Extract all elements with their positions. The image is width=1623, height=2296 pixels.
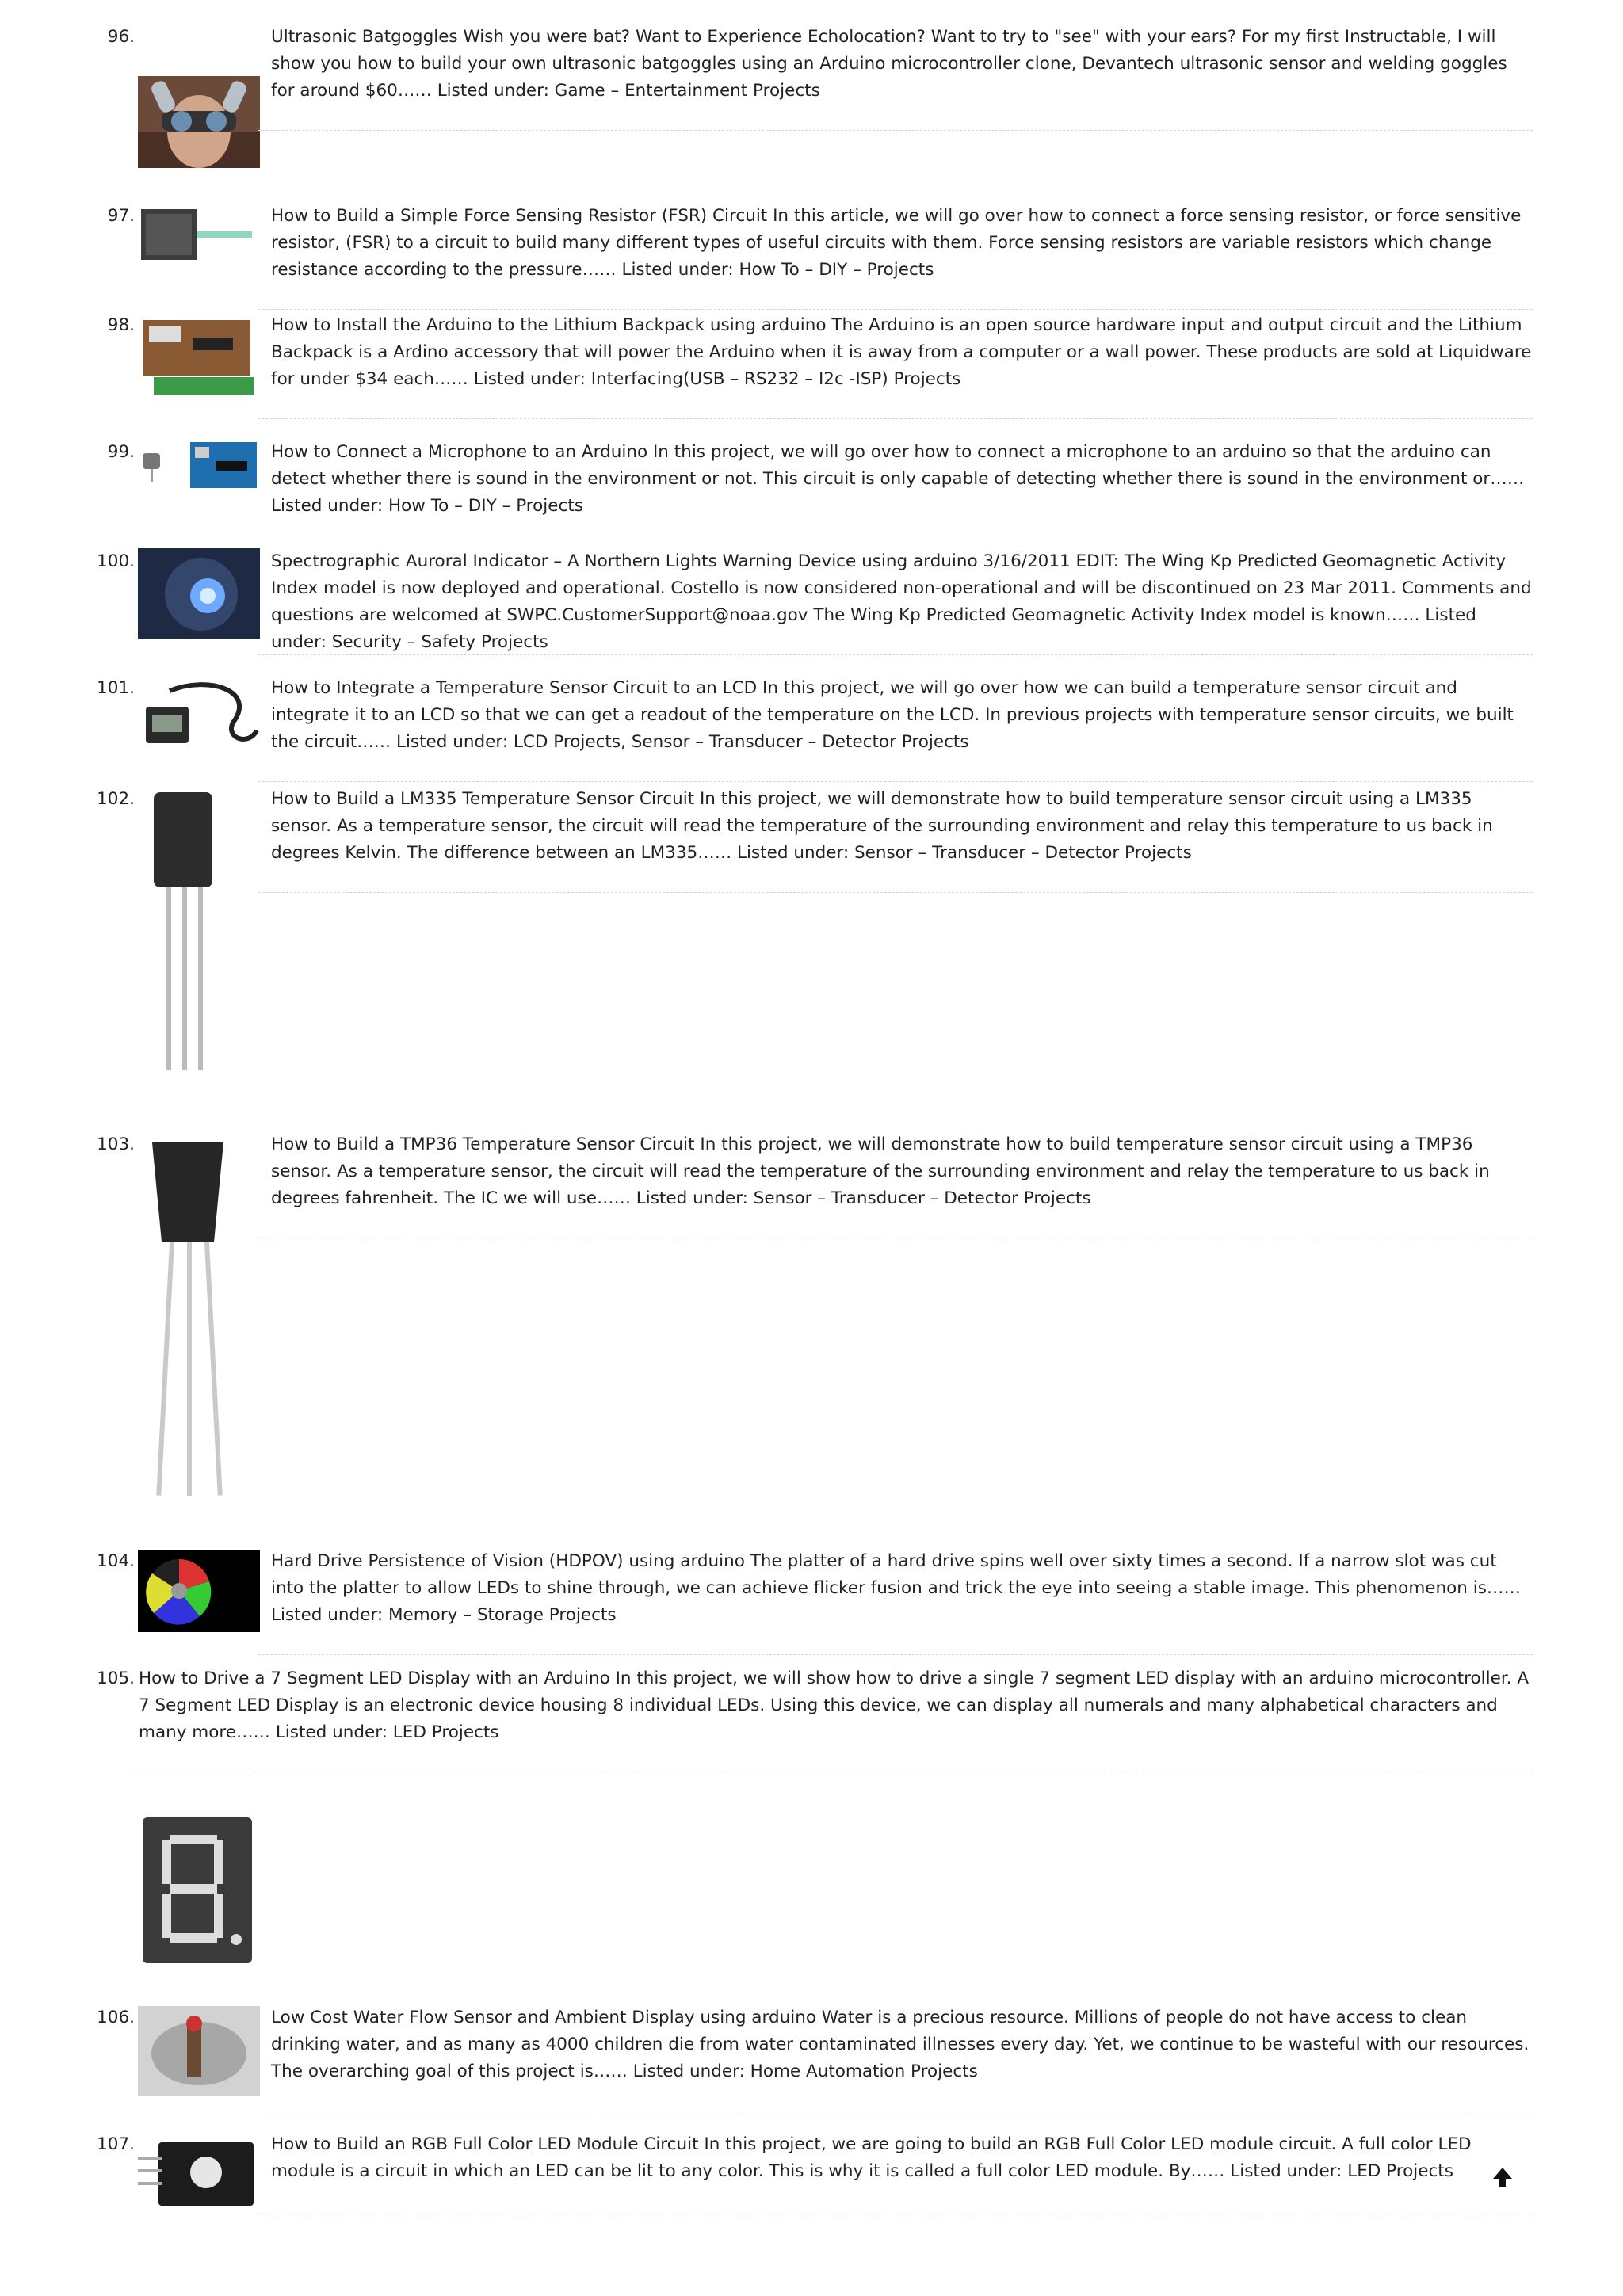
item-description[interactable]: Hard Drive Persistence of Vision (HDPOV) using arduino The platter of a hard drive spins well over sixty times a second. If a narrow slot was cut into the platter to allow LEDs to shine through, we can achieve flicker fusion and trick the eye into seeing a stable image. This phenomenon is…… Listed under: Memory – Storage Projects [271,1551,1521,1625]
arrow-up-icon [1488,2163,1517,2191]
separator [258,781,1533,782]
water-flow-sensor-thumbnail[interactable] [138,2006,260,2096]
item-description[interactable]: Spectrographic Auroral Indicator – A Northern Lights Warning Device using arduino 3/16/2011 EDIT: The Wing Kp Predicted Geomagnetic Activity Index model is now deployed and operational. Costello is now considered non-operational and will be discontinued on 23 Mar 2011. Comments and questions are welcomed at SWPC.CustomerSupport@noaa.gov The Wing Kp Predicted Geomagnetic Activity Index model is known…… Listed under: Security – Safety Projects [271,551,1532,652]
item-number: 103. [97,1135,135,1154]
tmp36-sensor-thumbnail[interactable] [138,1131,260,1512]
microphone-arduino-thumbnail[interactable] [138,439,260,491]
item-number: 101. [97,678,135,698]
item-description[interactable]: How to Build a TMP36 Temperature Sensor Circuit In this project, we will demonstrate how to build temperature sensor circuit using a TMP36 sensor. As a temperature sensor, the circuit will read the temperature of the surrounding environment and relay the temperature to us back in degrees fahrenheit. The IC we will use…… Listed under: Sensor – Transducer – Detector Projects [271,1135,1490,1208]
item-number: 104. [97,1551,135,1571]
batgoggles-thumbnail[interactable] [138,76,260,168]
lm335-sensor-thumbnail[interactable] [138,788,260,1076]
separator [258,418,1533,419]
separator [258,892,1533,893]
item-description[interactable]: How to Build a LM335 Temperature Sensor Circuit In this project, we will demonstrate how to build temperature sensor circuit using a LM335 sensor. As a temperature sensor, the circuit will read the temperature of the surrounding environment and relay this temperature to us back in degrees Kelvin. The difference between an LM335…… Listed under: Sensor – Transducer – Detector Projects [271,789,1493,863]
rgb-led-module-thumbnail[interactable] [138,2133,260,2215]
item-description[interactable]: How to Build an RGB Full Color LED Module Circuit In this project, we are going to build an RGB Full Color LED module circuit. A full color LED module is a circuit in which an LED can be lit to any color. This is why it is called a full color LED module. By…… Listed under: LED Projects [271,2134,1472,2181]
back-to-top-button[interactable] [1488,2163,1517,2191]
item-number: 96. [107,27,135,47]
item-description[interactable]: How to Install the Arduino to the Lithium Backpack using arduino The Arduino is an open source hardware input and output circuit and the Lithium Backpack is a Ardino accessory that will power the Arduino when it is away from a computer or a wall power. These products are sold at Liquidware for under $34 each…… Listed under: Interfacing(USB – RS232 – I2c -ISP) Projects [271,315,1532,389]
auroral-indicator-thumbnail[interactable] [138,548,260,639]
separator [258,654,1533,655]
item-number: 102. [97,789,135,809]
fsr-sensor-thumbnail[interactable] [138,204,260,265]
item-number: 98. [107,315,135,335]
item-description[interactable]: Low Cost Water Flow Sensor and Ambient Display using arduino Water is a precious resource. Millions of people do not have access to clean drinking water, and as many as 4000 children die from water contaminated illnesses every day. Yet, we continue to be wasteful with our resources. The overarching goal of this project is…… Listed under: Home Automation Projects [271,2008,1529,2081]
seven-segment-thumbnail[interactable] [138,1814,260,1971]
item-number: 99. [107,442,135,462]
item-description[interactable]: Ultrasonic Batgoggles Wish you were bat? Want to Experience Echolocation? Want to try to "see" with your ears? For my first Instructable, I will show you how to build your own ultrasonic batgoggles using an Arduino microcontroller clone, Devantech ultrasonic sensor and welding goggles for around $60…… Listed under: Game – Entertainment Projects [271,27,1507,101]
item-number: 97. [107,206,135,226]
item-description[interactable]: How to Integrate a Temperature Sensor Circuit to an LCD In this project, we will go over how we can build a temperature sensor circuit and integrate it to an LCD so that we can get a readout of the temperature on the LCD. In previous projects with temperature sensor circuits, we built the circuit…… Listed under: LCD Projects, Sensor – Transducer – Detector Projects [271,678,1514,752]
item-number: 106. [97,2008,135,2027]
separator [258,309,1533,310]
item-number: 105. [97,1669,135,1688]
hdpov-thumbnail[interactable] [138,1550,260,1632]
separator [258,1654,1533,1655]
lithium-backpack-thumbnail[interactable] [138,314,260,401]
item-description[interactable]: How to Connect a Microphone to an Arduino In this project, we will go over how to connect a microphone to an arduino so that the arduino can detect whether there is sound in the environment or not. This circuit is only capable of detecting whether there is sound in the environment or…… Listed under: How To – DIY – Projects [271,442,1525,516]
item-description[interactable]: How to Build a Simple Force Sensing Resistor (FSR) Circuit In this article, we will go over how to connect a force sensing resistor, or force sensitive resistor, (FSR) to a circuit to build many different types of useful circuits with them. Force sensing resistors are variable resistors which change resistance according to the pressure…… Listed under: How To – DIY – Projects [271,206,1522,280]
item-number: 100. [97,551,135,571]
separator [258,130,1533,131]
item-description[interactable]: How to Drive a 7 Segment LED Display with an Arduino In this project, we will show how to drive a single 7 segment LED display with an arduino microcontroller. A 7 Segment LED Display is an electronic device housing 8 individual LEDs. Using this device, we can display all numerals and many alphabetical characters and many more…… Listed under: LED Projects [139,1669,1529,1742]
item-number: 107. [97,2134,135,2154]
lcd-temperature-thumbnail[interactable] [138,675,260,754]
